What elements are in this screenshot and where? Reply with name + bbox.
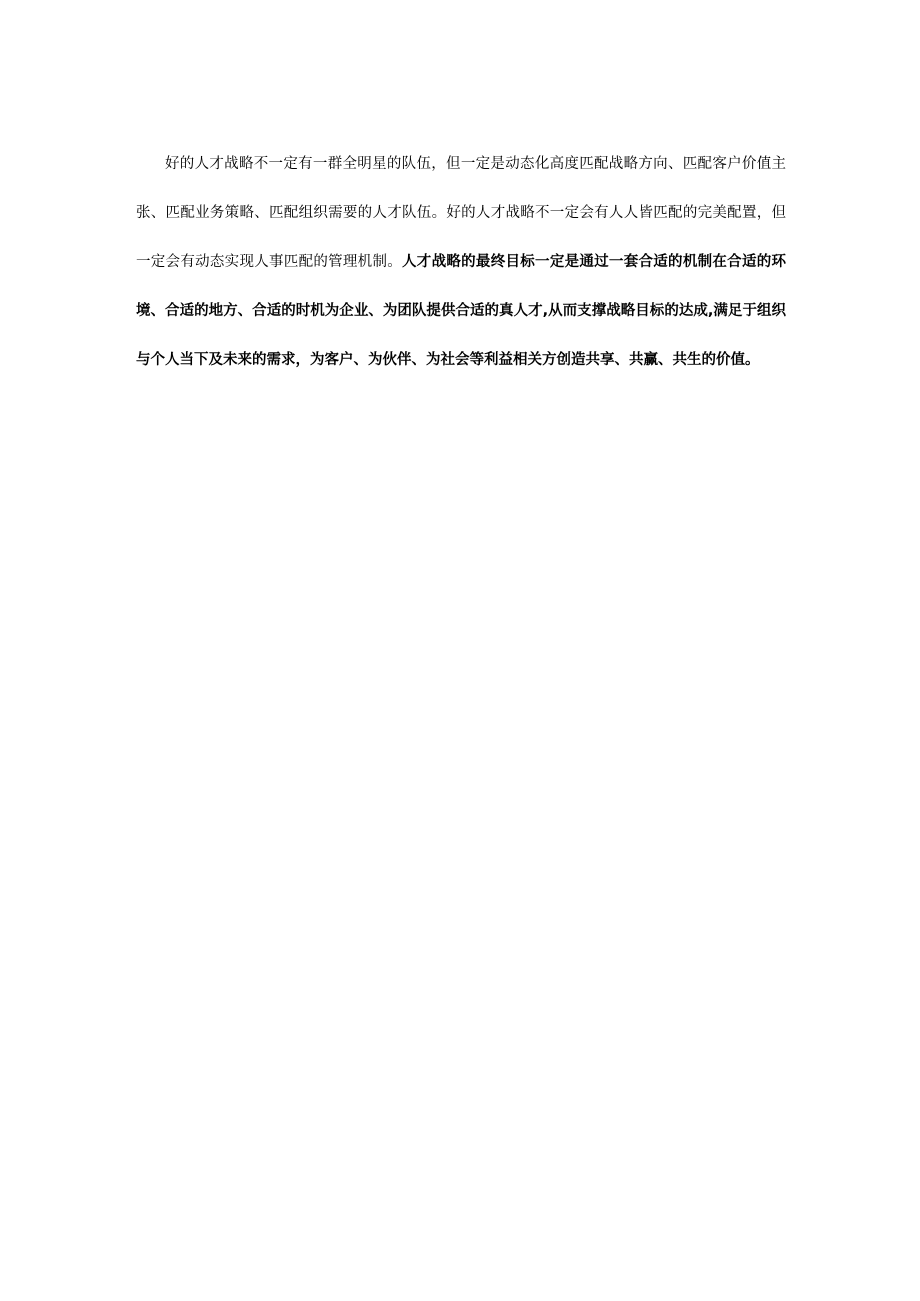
body-paragraph [136,140,786,385]
paragraph-normal-text: 好的人才战略不一定有一群全明星的队伍，但一定是动态化高度匹配战略方向、匹配客户价值主张、匹配业务策略、匹配组织需要的人才队伍。好的人才战略不一定会有人人皆匹配的完美配置，但一定会有动态实现人事匹配的管理机制。 [136,156,786,270]
paragraph-bold-text: 人才战略的最终目标一定是通过一套合适的机制在合适的环境、合适的地方、合适的时机为企业、为团队提供合适的真人才,从而支撑战略目标的达成,满足于组织与个人当下及未来的需求，为客户、为伙伴、为社会等利益相关方创造共享、共赢、共生的价值。 [136,254,787,368]
